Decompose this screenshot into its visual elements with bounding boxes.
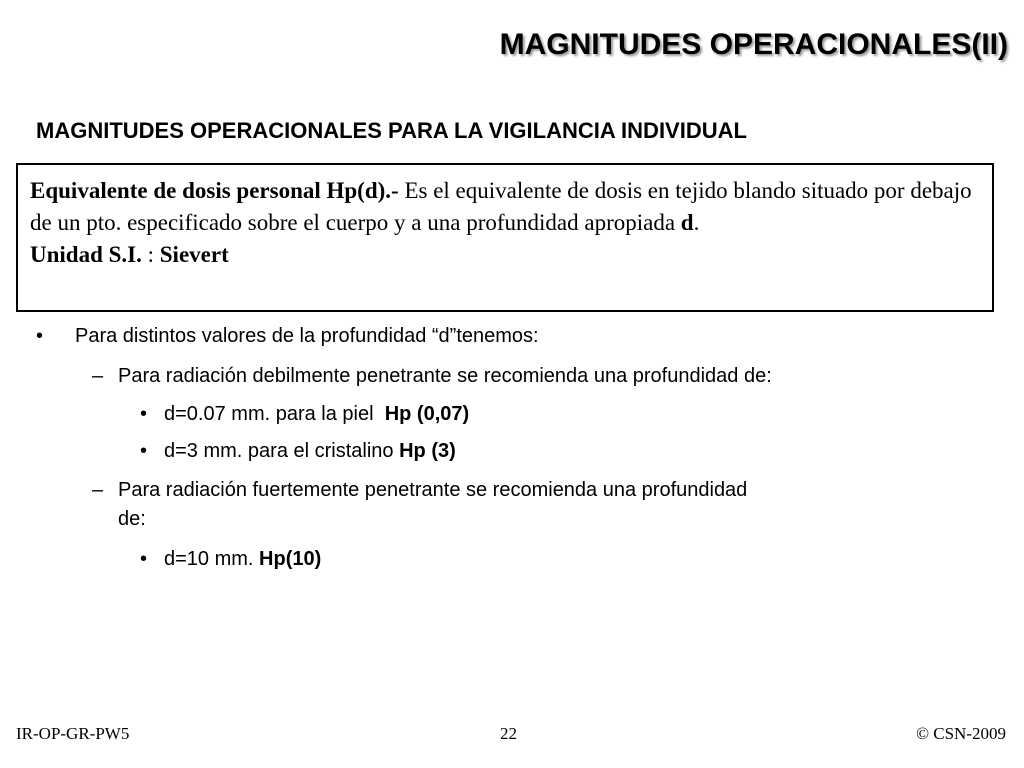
sub-bullet-strong-radiation-line2: de:: [118, 508, 146, 530]
bullet-marker: •: [140, 403, 148, 425]
definition-end: .: [693, 210, 700, 235]
dash-marker: –: [92, 479, 104, 501]
definition-text: Es el equivalente de dosis en tejido blando situado por debajo de un pto. especificado sobre el cuerpo y a una profundidad apropiada: [30, 178, 972, 235]
definition-box: [16, 163, 994, 312]
item-deep-depth: [164, 548, 321, 571]
bullet-depth-values: Para distintos valores de la profundidad “d”tenemos:: [75, 325, 539, 347]
bullet-marker: •: [140, 440, 148, 462]
item-skin-text: d=0.07 mm. para la piel: [164, 403, 380, 425]
sub-bullet-strong-radiation-line1: Para radiación fuertemente penetrante se recomienda una profundidad: [118, 479, 748, 501]
footer-copyright: © CSN-2009: [916, 724, 1006, 743]
slide-subtitle: MAGNITUDES OPERACIONALES PARA LA VIGILANCIA INDIVIDUAL: [36, 118, 747, 143]
sub-bullet-weak-radiation: Para radiación debilmente penetrante se recomienda una profundidad de:: [118, 365, 772, 387]
item-lens-depth: [164, 440, 456, 463]
page-number: 22: [500, 724, 517, 743]
item-lens-hp: Hp (3): [399, 440, 456, 462]
item-deep-hp: Hp(10): [259, 548, 322, 570]
item-skin-hp: Hp (0,07): [384, 403, 470, 425]
definition-term: Equivalente de dosis personal Hp(d).-: [30, 178, 399, 203]
dash-marker: –: [92, 365, 104, 387]
unit-separator: :: [141, 242, 160, 267]
footer-code: IR-OP-GR-PW5: [16, 724, 130, 743]
item-skin-depth: [164, 403, 469, 426]
bullet-marker: •: [140, 548, 148, 570]
item-deep-text: d=10 mm.: [164, 548, 260, 570]
bullet-marker: •: [36, 325, 44, 347]
item-lens-text: d=3 mm. para el cristalino: [164, 440, 400, 462]
unit-label: Unidad S.I.: [30, 242, 142, 267]
slide-title: MAGNITUDES OPERACIONALES(II): [499, 28, 1008, 61]
definition-depth-symbol: d: [680, 210, 694, 235]
unit-value: Sievert: [159, 242, 229, 267]
